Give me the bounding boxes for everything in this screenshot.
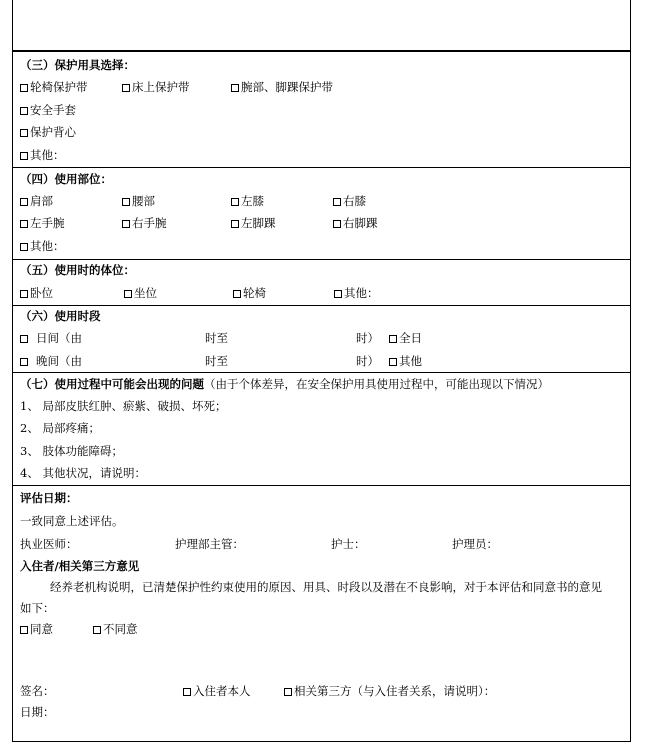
checkbox-icon xyxy=(389,358,397,366)
option-wheelchair[interactable]: 轮椅 xyxy=(233,286,266,300)
problem-item: 1、 局部皮肤红肿、瘀紫、破损、坏死； xyxy=(20,399,227,413)
doctor-signature-field[interactable]: 执业医师： xyxy=(20,537,78,551)
agree-statement: 一致同意上述评估。 xyxy=(20,514,124,528)
checkbox-icon xyxy=(122,220,130,228)
option-night[interactable]: 晚间（由 xyxy=(20,354,82,368)
problem-item: 2、 局部疼痛； xyxy=(20,421,100,435)
checkbox-icon xyxy=(20,290,28,298)
checkbox-icon xyxy=(333,220,341,228)
option-safety-gloves[interactable]: 安全手套 xyxy=(20,103,76,117)
checkbox-icon xyxy=(231,198,239,206)
option-all-day[interactable]: 全日 xyxy=(389,331,422,345)
checkbox-icon xyxy=(231,84,239,92)
opinion-paragraph-line1: 经养老机构说明，已清楚保护性约束使用的原因、用具、时段以及潜在不良影响，对于本评估和同意书的意见 xyxy=(50,580,602,594)
checkbox-icon xyxy=(20,358,28,366)
night-end-label: 时） xyxy=(356,354,379,368)
checkbox-icon xyxy=(20,107,28,115)
checkbox-icon xyxy=(20,152,28,160)
checkbox-icon xyxy=(233,290,241,298)
problem-item: 3、 肢体功能障碍； xyxy=(20,444,123,458)
checkbox-icon xyxy=(122,198,130,206)
option-left-knee[interactable]: 左膝 xyxy=(231,194,264,208)
date-field[interactable]: 日期： xyxy=(20,705,55,719)
option-position-other[interactable]: 其他： xyxy=(334,286,379,300)
problem-item: 4、 其他状况，请说明： xyxy=(20,466,146,480)
option-equipment-other[interactable]: 其他： xyxy=(20,148,65,162)
option-disagree[interactable]: 不同意 xyxy=(93,622,138,636)
checkbox-icon xyxy=(389,335,397,343)
option-daytime[interactable]: 日间（由 xyxy=(20,331,82,345)
option-right-ankle[interactable]: 右脚踝 xyxy=(333,216,378,230)
option-right-wrist[interactable]: 右手腕 xyxy=(122,216,167,230)
option-protective-vest[interactable]: 保护背心 xyxy=(20,125,76,139)
checkbox-icon xyxy=(20,198,28,206)
signature-field[interactable]: 签名： xyxy=(20,684,55,698)
section-7-title: （七）使用过程中可能会出现的问题（由于个体差异，在安全保护用具使用过程中，可能出现以下情况） xyxy=(20,377,549,391)
checkbox-icon xyxy=(231,220,239,228)
option-third-party[interactable]: 相关第三方（与入住者关系，请说明）： xyxy=(284,684,495,698)
option-bed-belt[interactable]: 床上保护带 xyxy=(122,80,190,94)
option-shoulder[interactable]: 肩部 xyxy=(20,194,53,208)
section-5-title: （五）使用时的体位： xyxy=(20,263,135,277)
checkbox-icon xyxy=(20,243,28,251)
nurse-signature-field[interactable]: 护士： xyxy=(331,537,366,551)
nursing-head-signature-field[interactable]: 护理部主管： xyxy=(175,537,244,551)
option-lying[interactable]: 卧位 xyxy=(20,286,53,300)
option-sitting[interactable]: 坐位 xyxy=(124,286,157,300)
option-right-knee[interactable]: 右膝 xyxy=(333,194,366,208)
checkbox-icon xyxy=(20,129,28,137)
assessment-date-label: 评估日期： xyxy=(20,491,78,505)
night-to-label: 时至 xyxy=(205,354,228,368)
section-time-period xyxy=(12,305,631,373)
option-left-wrist[interactable]: 左手腕 xyxy=(20,216,65,230)
section-6-title: （六）使用时段 xyxy=(20,309,101,323)
checkbox-icon xyxy=(20,220,28,228)
checkbox-icon xyxy=(93,626,101,634)
checkbox-icon xyxy=(334,290,342,298)
section-4-title: （四）使用部位： xyxy=(20,172,112,186)
option-left-ankle[interactable]: 左脚踝 xyxy=(231,216,276,230)
option-time-other[interactable]: 其他 xyxy=(389,354,422,368)
checkbox-icon xyxy=(122,84,130,92)
checkbox-icon xyxy=(183,688,191,696)
caregiver-signature-field[interactable]: 护理员： xyxy=(452,537,498,551)
option-parts-other[interactable]: 其他： xyxy=(20,239,65,253)
opinion-paragraph-line2: 如下： xyxy=(20,601,55,615)
checkbox-icon xyxy=(333,198,341,206)
checkbox-icon xyxy=(20,84,28,92)
option-resident-self[interactable]: 入住者本人 xyxy=(183,684,251,698)
daytime-to-label: 时至 xyxy=(205,331,228,345)
section-3-title: （三）保护用具选择： xyxy=(20,58,135,72)
option-wheelchair-belt[interactable]: 轮椅保护带 xyxy=(20,80,88,94)
option-waist[interactable]: 腰部 xyxy=(122,194,155,208)
checkbox-icon xyxy=(20,626,28,634)
opinion-title: 入住者/相关第三方意见 xyxy=(20,559,140,573)
daytime-end-label: 时） xyxy=(356,331,379,345)
top-empty-section xyxy=(12,0,631,51)
checkbox-icon xyxy=(124,290,132,298)
checkbox-icon xyxy=(284,688,292,696)
checkbox-icon xyxy=(20,335,28,343)
option-wrist-ankle-belt[interactable]: 腕部、脚踝保护带 xyxy=(231,80,333,94)
option-agree[interactable]: 同意 xyxy=(20,622,53,636)
